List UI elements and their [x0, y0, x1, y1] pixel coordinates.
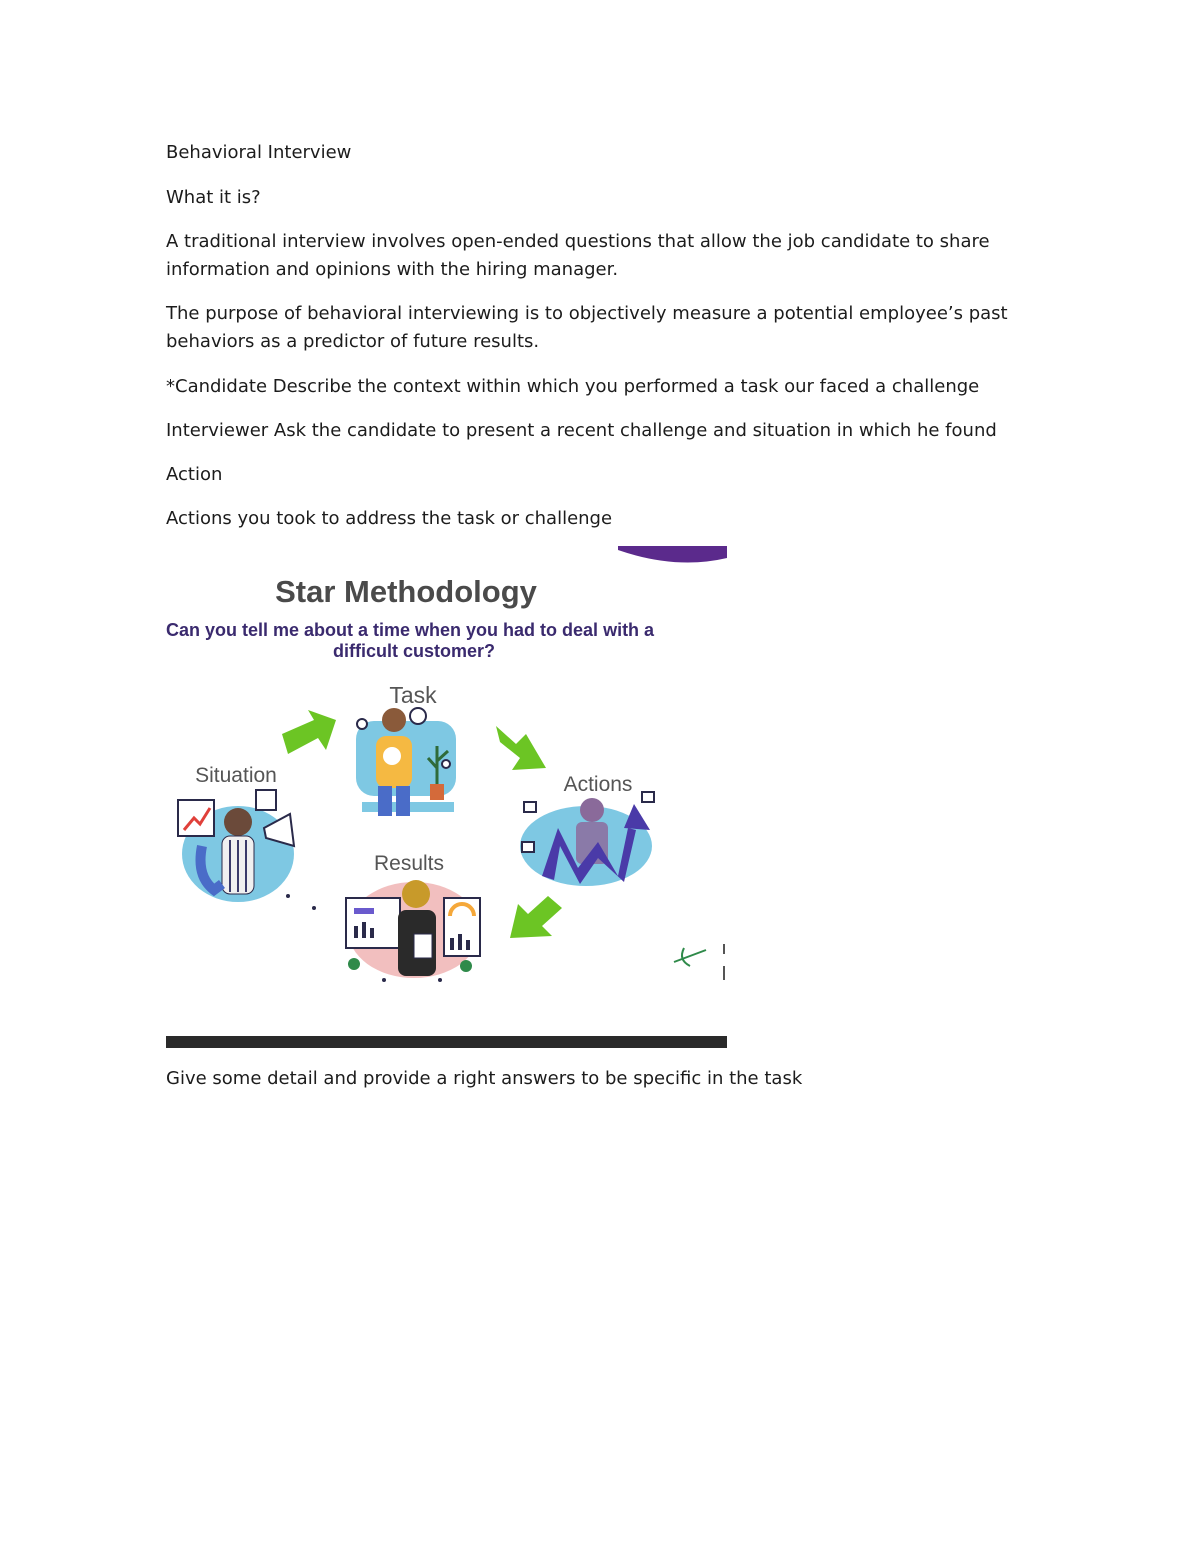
star-methodology-figure — [166, 546, 727, 1048]
paragraph-2-line-1: The purpose of behavioral interviewing is to objectively measure a potential employee’s past — [166, 303, 1008, 324]
action-line: Actions you took to address the task or challenge — [166, 508, 613, 529]
figure-question-line-2: difficult customer? — [332, 641, 496, 661]
task-label: Task — [389, 682, 437, 708]
candidate-line: *Candidate Describe the context within which you performed a task our faced a challenge — [166, 376, 980, 397]
action-heading: Action — [166, 464, 223, 485]
figure-title: Star Methodology — [275, 574, 537, 609]
bottom-bar — [166, 1036, 727, 1048]
interviewer-line: Interviewer Ask the candidate to present a recent challenge and situation in which he found — [166, 420, 997, 441]
results-label: Results — [373, 852, 445, 875]
figure-question-line-1: Can you tell me about a time when you had to deal with a — [166, 620, 655, 640]
closing-line: Give some detail and provide a right answers to be specific in the task — [166, 1068, 803, 1089]
actions-label: Actions — [563, 773, 633, 796]
paragraph-1-line-1: A traditional interview involves open-ended questions that allow the job candidate to share — [166, 231, 990, 252]
paragraph-2-line-2: behaviors as a predictor of future results. — [166, 331, 540, 352]
paragraph-1-line-2: information and opinions with the hiring manager. — [166, 259, 619, 280]
document-heading: Behavioral Interview — [166, 142, 352, 163]
section-question: What it is? — [166, 187, 261, 208]
situation-label: Situation — [195, 764, 277, 787]
